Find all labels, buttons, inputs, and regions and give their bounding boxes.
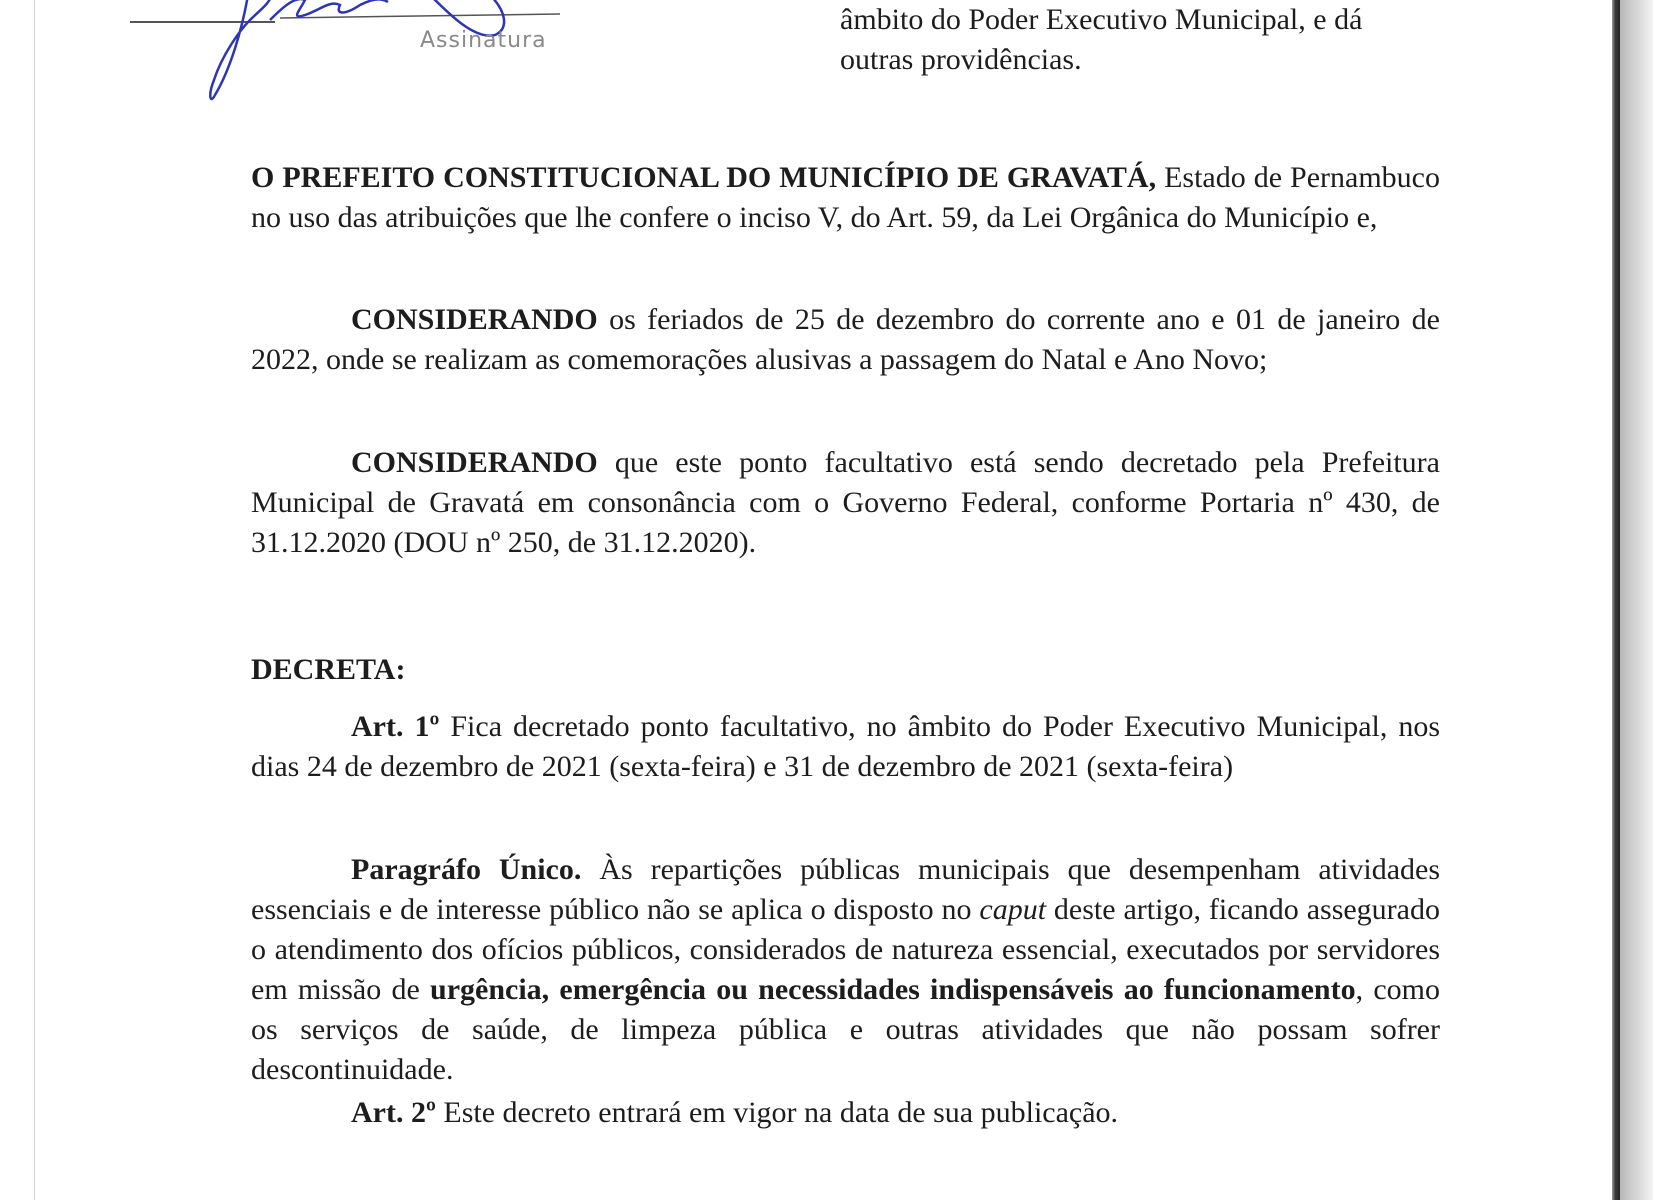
preamble-text: Estado de Pernambuco no uso das atribuições que lhe confere o inciso V, do Art. 59, da Lei Orgânica do Município e, — [251, 161, 1440, 234]
preamble-paragraph — [251, 158, 1440, 238]
paragrafo-text-1: Às repartições públicas municipais que desempenham atividades essenciais e de interesse público não se aplica o disposto no — [251, 853, 1440, 926]
paragrafo-text-3: , como os serviços de saúde, de limpeza pública e outras atividades que não possam sofrer descontinuidade. — [251, 973, 1440, 1086]
decreta-heading: DECRETA: — [251, 653, 406, 686]
preamble-authority: O PREFEITO CONSTITUCIONAL DO MUNICÍPIO DE GRAVATÁ, — [251, 161, 1157, 194]
article-1-paragraph — [251, 707, 1440, 787]
paragrafo-unico-paragraph — [251, 850, 1440, 1090]
decree-summary — [840, 0, 1440, 80]
page-right-margin — [1620, 0, 1653, 1200]
article-1-text: Fica decretado ponto facultativo, no âmbito do Poder Executivo Municipal, nos dias 24 de dezembro de 2021 (sexta-feira) e 31 de dezembro de 2021 (sexta-feira) — [251, 710, 1441, 783]
page-left-edge — [34, 0, 35, 1200]
signature-label: Assinatura — [420, 28, 547, 53]
article-2-paragraph — [251, 1093, 1440, 1133]
considerando-1-label: CONSIDERANDO — [351, 303, 598, 336]
considerando-paragraph-2 — [251, 443, 1440, 563]
summary-line-1: âmbito do Poder Executivo Municipal, e dá — [840, 3, 1363, 36]
signature-scribble — [130, 0, 600, 110]
considerando-1-text: os feriados de 25 de dezembro do corrente ano e 01 de janeiro de 2022, onde se realizam as comemorações alusivas a passagem do Natal e Ano Novo; — [251, 303, 1440, 376]
caput-term: caput — [979, 893, 1047, 926]
page-right-shadow — [1612, 0, 1620, 1200]
article-2-text: Este decreto entrará em vigor na data de sua publicação. — [435, 1096, 1119, 1129]
paragrafo-unico-label: Paragráfo Único. — [351, 853, 582, 886]
considerando-paragraph-1 — [251, 300, 1440, 380]
signature — [130, 0, 600, 110]
paragrafo-text-2: deste artigo, ficando assegurado o atendimento dos ofícios públicos, considerados de natureza essencial, executados por servidores em missão de — [251, 893, 1440, 1006]
paragrafo-emphasis: urgência, emergência ou necessidades indispensáveis ao funcionamento — [430, 973, 1356, 1006]
considerando-2-text: que este ponto facultativo está sendo decretado pela Prefeitura Municipal de Gravatá em consonância com o Governo Federal, conforme Portaria nº 430, de 31.12.2020 (DOU nº 250, de 31.12.2020). — [251, 446, 1440, 559]
summary-line-2: outras providências. — [840, 43, 1082, 76]
considerando-2-label: CONSIDERANDO — [351, 446, 598, 479]
article-2-label: Art. 2º — [351, 1096, 436, 1129]
article-1-label: Art. 1º — [351, 710, 440, 743]
